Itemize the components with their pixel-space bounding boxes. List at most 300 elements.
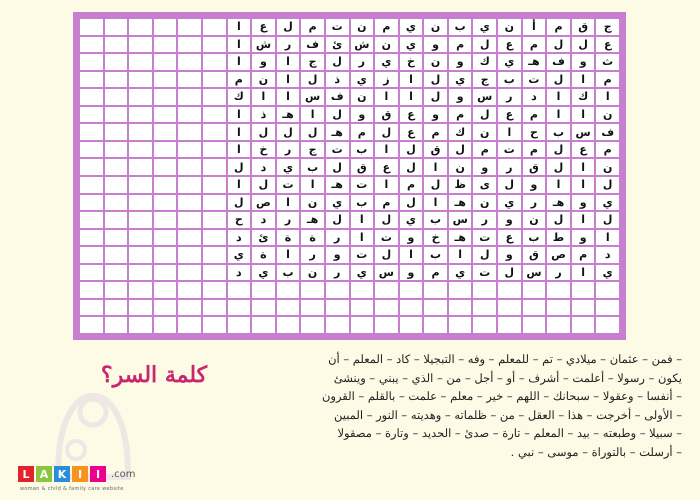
grid-cell[interactable]: ل [301,124,324,140]
grid-cell[interactable] [203,54,226,70]
grid-cell[interactable]: ا [424,159,447,175]
grid-cell[interactable]: ل [375,124,398,140]
grid-cell[interactable] [473,300,496,316]
grid-cell[interactable] [105,142,128,158]
grid-cell[interactable]: م [523,107,546,123]
grid-cell[interactable]: و [498,212,521,228]
grid-cell[interactable]: ش [252,37,275,53]
grid-cell[interactable]: ا [547,177,570,193]
grid-cell[interactable]: ن [301,265,324,281]
grid-cell[interactable]: ع [400,124,423,140]
grid-cell[interactable]: ل [596,212,619,228]
grid-cell[interactable] [129,159,152,175]
grid-cell[interactable]: ر [277,37,300,53]
grid-cell[interactable] [154,317,177,333]
grid-cell[interactable]: ر [523,195,546,211]
grid-cell[interactable]: ب [277,265,300,281]
grid-cell[interactable]: م [400,177,423,193]
grid-cell[interactable] [596,317,619,333]
grid-cell[interactable] [129,19,152,35]
grid-cell[interactable]: ا [498,124,521,140]
grid-cell[interactable]: و [449,89,472,105]
grid-cell[interactable] [154,54,177,70]
grid-cell[interactable] [523,300,546,316]
grid-cell[interactable] [154,247,177,263]
grid-cell[interactable] [80,300,103,316]
grid-cell[interactable] [523,282,546,298]
grid-cell[interactable]: ل [277,19,300,35]
grid-cell[interactable] [80,37,103,53]
grid-cell[interactable]: ر [498,89,521,105]
grid-cell[interactable] [129,317,152,333]
grid-cell[interactable] [203,37,226,53]
grid-cell[interactable]: ن [473,195,496,211]
grid-cell[interactable]: ل [228,159,251,175]
grid-cell[interactable]: ر [351,54,374,70]
grid-cell[interactable]: ي [326,195,349,211]
grid-cell[interactable]: ب [449,19,472,35]
grid-cell[interactable] [154,37,177,53]
grid-cell[interactable]: ا [301,177,324,193]
grid-cell[interactable] [154,300,177,316]
grid-cell[interactable]: ف [326,89,349,105]
grid-cell[interactable] [80,54,103,70]
grid-cell[interactable] [129,230,152,246]
grid-cell[interactable] [80,89,103,105]
grid-cell[interactable]: ت [473,230,496,246]
grid-cell[interactable]: ج [301,142,324,158]
grid-cell[interactable]: ر [277,142,300,158]
grid-cell[interactable] [129,72,152,88]
grid-cell[interactable] [596,300,619,316]
grid-cell[interactable]: ل [400,142,423,158]
grid-cell[interactable] [129,247,152,263]
grid-cell[interactable] [80,142,103,158]
grid-cell[interactable]: ك [473,54,496,70]
grid-cell[interactable]: ل [572,37,595,53]
grid-cell[interactable]: س [572,124,595,140]
grid-cell[interactable] [203,19,226,35]
grid-cell[interactable]: ش [351,37,374,53]
grid-cell[interactable]: ب [523,230,546,246]
grid-cell[interactable]: ل [326,107,349,123]
grid-cell[interactable]: ا [277,89,300,105]
grid-cell[interactable] [129,54,152,70]
grid-cell[interactable]: هـ [449,230,472,246]
grid-cell[interactable]: ك [572,89,595,105]
grid-cell[interactable]: هـ [523,54,546,70]
grid-cell[interactable] [178,212,201,228]
grid-cell[interactable]: ا [252,89,275,105]
grid-cell[interactable] [449,282,472,298]
grid-cell[interactable] [129,300,152,316]
grid-cell[interactable]: د [252,212,275,228]
grid-cell[interactable] [449,300,472,316]
grid-cell[interactable] [178,54,201,70]
grid-cell[interactable]: ا [228,107,251,123]
grid-cell[interactable]: ي [473,19,496,35]
grid-cell[interactable] [154,72,177,88]
grid-cell[interactable]: ي [351,72,374,88]
grid-cell[interactable]: م [523,142,546,158]
grid-cell[interactable]: ئ [252,230,275,246]
grid-cell[interactable]: م [424,265,447,281]
grid-cell[interactable]: ا [449,247,472,263]
grid-cell[interactable]: ا [400,247,423,263]
grid-cell[interactable]: ا [228,124,251,140]
grid-cell[interactable] [375,300,398,316]
grid-cell[interactable]: ت [351,177,374,193]
grid-cell[interactable] [178,177,201,193]
grid-cell[interactable]: ت [351,247,374,263]
grid-cell[interactable] [351,317,374,333]
grid-cell[interactable] [105,265,128,281]
grid-cell[interactable]: ل [400,195,423,211]
grid-cell[interactable] [105,317,128,333]
grid-cell[interactable]: ي [228,247,251,263]
grid-cell[interactable]: ي [375,54,398,70]
grid-cell[interactable] [129,282,152,298]
grid-cell[interactable]: ن [449,159,472,175]
grid-cell[interactable] [572,317,595,333]
grid-cell[interactable] [203,72,226,88]
grid-cell[interactable]: و [498,247,521,263]
grid-cell[interactable]: ك [228,89,251,105]
grid-cell[interactable]: ق [572,19,595,35]
grid-cell[interactable]: ا [547,107,570,123]
grid-cell[interactable]: ع [498,107,521,123]
grid-cell[interactable] [129,212,152,228]
grid-cell[interactable]: ا [228,177,251,193]
grid-cell[interactable] [129,177,152,193]
grid-cell[interactable]: ل [498,177,521,193]
grid-cell[interactable]: ف [547,54,570,70]
grid-cell[interactable]: م [523,37,546,53]
grid-cell[interactable] [203,107,226,123]
grid-cell[interactable]: ع [596,37,619,53]
grid-cell[interactable]: ك [449,124,472,140]
grid-cell[interactable] [178,107,201,123]
grid-cell[interactable] [252,300,275,316]
lakii-logo[interactable] [18,466,136,482]
grid-cell[interactable]: ق [523,159,546,175]
grid-cell[interactable]: ل [498,265,521,281]
grid-cell[interactable]: ل [473,37,496,53]
grid-cell[interactable]: ر [326,265,349,281]
grid-cell[interactable] [547,282,570,298]
grid-cell[interactable]: ر [473,212,496,228]
grid-cell[interactable] [301,282,324,298]
grid-cell[interactable]: ف [301,37,324,53]
grid-cell[interactable]: ع [498,37,521,53]
grid-cell[interactable]: ن [596,159,619,175]
grid-cell[interactable]: ف [596,124,619,140]
grid-cell[interactable] [424,317,447,333]
grid-cell[interactable]: ل [547,159,570,175]
grid-cell[interactable]: ع [252,19,275,35]
grid-cell[interactable]: ج [473,72,496,88]
grid-cell[interactable]: و [572,54,595,70]
grid-cell[interactable] [400,282,423,298]
grid-cell[interactable]: ب [351,195,374,211]
grid-cell[interactable]: ن [498,19,521,35]
grid-cell[interactable] [252,317,275,333]
grid-cell[interactable]: ي [400,19,423,35]
grid-cell[interactable]: ت [326,142,349,158]
grid-cell[interactable]: ب [547,124,570,140]
grid-cell[interactable] [498,282,521,298]
grid-cell[interactable]: ا [228,142,251,158]
grid-cell[interactable] [400,300,423,316]
grid-cell[interactable] [252,282,275,298]
grid-cell[interactable]: و [252,54,275,70]
grid-cell[interactable]: ص [252,195,275,211]
grid-cell[interactable] [375,317,398,333]
grid-cell[interactable] [154,177,177,193]
grid-cell[interactable] [105,212,128,228]
grid-cell[interactable]: م [449,107,472,123]
grid-cell[interactable]: ا [400,72,423,88]
grid-cell[interactable]: ن [252,72,275,88]
grid-cell[interactable]: ل [375,247,398,263]
grid-cell[interactable] [154,142,177,158]
grid-cell[interactable] [203,230,226,246]
grid-cell[interactable]: ل [228,195,251,211]
grid-cell[interactable] [523,317,546,333]
grid-cell[interactable]: م [596,72,619,88]
grid-cell[interactable]: س [523,265,546,281]
grid-cell[interactable]: ل [547,212,570,228]
grid-cell[interactable] [154,159,177,175]
grid-cell[interactable]: ل [547,142,570,158]
grid-cell[interactable] [277,300,300,316]
grid-cell[interactable]: ذ [326,72,349,88]
grid-cell[interactable] [154,107,177,123]
grid-cell[interactable]: م [375,19,398,35]
grid-cell[interactable]: أ [523,19,546,35]
grid-cell[interactable]: ي [277,159,300,175]
grid-cell[interactable]: ة [277,230,300,246]
grid-cell[interactable] [375,282,398,298]
grid-cell[interactable]: ا [301,107,324,123]
grid-cell[interactable]: ق [351,159,374,175]
grid-cell[interactable]: ر [301,247,324,263]
grid-cell[interactable] [80,72,103,88]
grid-cell[interactable] [203,247,226,263]
grid-cell[interactable] [351,282,374,298]
grid-cell[interactable]: م [547,19,570,35]
grid-cell[interactable]: خ [400,54,423,70]
grid-cell[interactable]: و [572,230,595,246]
grid-cell[interactable]: ل [400,159,423,175]
grid-cell[interactable]: م [572,247,595,263]
grid-cell[interactable]: م [449,37,472,53]
grid-cell[interactable]: ا [572,265,595,281]
grid-cell[interactable] [424,282,447,298]
grid-cell[interactable]: و [326,247,349,263]
grid-cell[interactable]: ا [547,89,570,105]
grid-cell[interactable] [203,159,226,175]
grid-cell[interactable]: ي [498,54,521,70]
grid-cell[interactable] [80,107,103,123]
grid-cell[interactable] [178,195,201,211]
grid-cell[interactable] [105,37,128,53]
grid-cell[interactable] [154,265,177,281]
grid-cell[interactable] [154,212,177,228]
grid-cell[interactable] [277,282,300,298]
grid-cell[interactable]: ج [301,54,324,70]
grid-cell[interactable] [178,142,201,158]
grid-cell[interactable]: ت [498,142,521,158]
grid-cell[interactable] [228,282,251,298]
grid-cell[interactable] [596,282,619,298]
grid-cell[interactable] [498,300,521,316]
grid-cell[interactable]: ق [375,107,398,123]
grid-cell[interactable]: ن [375,37,398,53]
grid-cell[interactable]: د [523,89,546,105]
grid-cell[interactable]: ذ [252,107,275,123]
grid-cell[interactable]: ا [277,195,300,211]
grid-cell[interactable] [203,124,226,140]
grid-cell[interactable] [228,317,251,333]
grid-cell[interactable] [154,195,177,211]
grid-cell[interactable] [129,195,152,211]
grid-cell[interactable] [129,265,152,281]
grid-cell[interactable]: د [228,265,251,281]
grid-cell[interactable]: ن [473,124,496,140]
grid-cell[interactable]: ن [596,107,619,123]
grid-cell[interactable]: ى [473,177,496,193]
grid-cell[interactable] [203,89,226,105]
grid-cell[interactable] [105,19,128,35]
grid-cell[interactable]: م [351,124,374,140]
grid-cell[interactable] [178,37,201,53]
grid-cell[interactable]: ة [301,230,324,246]
grid-cell[interactable] [178,282,201,298]
grid-cell[interactable]: ل [424,89,447,105]
grid-cell[interactable]: ي [498,195,521,211]
grid-cell[interactable] [80,177,103,193]
grid-cell[interactable]: ل [326,212,349,228]
grid-cell[interactable] [203,195,226,211]
grid-cell[interactable] [80,212,103,228]
grid-cell[interactable]: ا [277,72,300,88]
grid-cell[interactable] [326,300,349,316]
grid-cell[interactable]: هـ [449,195,472,211]
grid-cell[interactable]: م [424,124,447,140]
grid-cell[interactable]: ا [228,54,251,70]
grid-cell[interactable] [178,230,201,246]
grid-cell[interactable]: ي [449,72,472,88]
grid-cell[interactable] [473,282,496,298]
grid-cell[interactable] [129,107,152,123]
grid-cell[interactable]: س [375,265,398,281]
grid-cell[interactable] [105,230,128,246]
grid-cell[interactable] [80,247,103,263]
grid-cell[interactable] [129,89,152,105]
grid-cell[interactable] [80,19,103,35]
grid-cell[interactable] [80,195,103,211]
grid-cell[interactable]: و [473,159,496,175]
grid-cell[interactable] [105,247,128,263]
grid-cell[interactable]: ا [572,72,595,88]
grid-cell[interactable]: ي [449,265,472,281]
grid-cell[interactable] [203,317,226,333]
grid-cell[interactable] [178,300,201,316]
grid-cell[interactable]: ي [400,212,423,228]
grid-cell[interactable]: ا [572,177,595,193]
grid-cell[interactable]: م [596,142,619,158]
grid-cell[interactable]: ل [473,107,496,123]
grid-cell[interactable]: ي [351,265,374,281]
grid-cell[interactable]: م [301,19,324,35]
grid-cell[interactable] [178,247,201,263]
grid-cell[interactable]: ا [572,107,595,123]
grid-cell[interactable]: ر [277,212,300,228]
grid-cell[interactable]: ل [326,54,349,70]
grid-cell[interactable]: ن [301,195,324,211]
grid-cell[interactable]: ن [424,54,447,70]
grid-cell[interactable]: ل [252,124,275,140]
grid-cell[interactable] [129,37,152,53]
grid-cell[interactable] [203,265,226,281]
grid-cell[interactable] [80,265,103,281]
grid-cell[interactable]: ل [596,177,619,193]
grid-cell[interactable]: ا [375,89,398,105]
grid-cell[interactable] [326,317,349,333]
grid-cell[interactable] [154,230,177,246]
grid-cell[interactable] [203,177,226,193]
grid-cell[interactable]: ل [547,72,570,88]
grid-cell[interactable]: هـ [326,177,349,193]
grid-cell[interactable] [203,282,226,298]
grid-cell[interactable] [154,89,177,105]
grid-cell[interactable]: م [375,195,398,211]
grid-cell[interactable]: خ [424,230,447,246]
grid-cell[interactable]: هـ [547,195,570,211]
grid-cell[interactable]: هـ [301,212,324,228]
grid-cell[interactable]: ل [375,212,398,228]
grid-cell[interactable]: ع [572,142,595,158]
grid-cell[interactable]: ح [228,212,251,228]
grid-cell[interactable]: ا [572,159,595,175]
grid-cell[interactable]: ب [424,212,447,228]
grid-cell[interactable]: ل [547,37,570,53]
grid-cell[interactable]: م [228,72,251,88]
grid-cell[interactable]: ن [523,212,546,228]
grid-cell[interactable] [203,212,226,228]
grid-cell[interactable] [80,159,103,175]
grid-cell[interactable]: ر [547,265,570,281]
grid-cell[interactable]: و [424,107,447,123]
grid-cell[interactable]: ل [473,247,496,263]
grid-cell[interactable]: ئ [326,37,349,53]
grid-cell[interactable]: ي [400,37,423,53]
grid-cell[interactable] [178,124,201,140]
grid-cell[interactable]: ل [301,72,324,88]
grid-cell[interactable] [105,177,128,193]
grid-cell[interactable] [154,282,177,298]
grid-cell[interactable]: ا [375,142,398,158]
grid-cell[interactable] [178,317,201,333]
grid-cell[interactable] [105,89,128,105]
grid-cell[interactable]: ت [375,230,398,246]
grid-cell[interactable]: هـ [277,107,300,123]
grid-cell[interactable] [498,317,521,333]
grid-cell[interactable] [449,317,472,333]
grid-cell[interactable]: ة [252,247,275,263]
grid-cell[interactable]: ل [252,177,275,193]
